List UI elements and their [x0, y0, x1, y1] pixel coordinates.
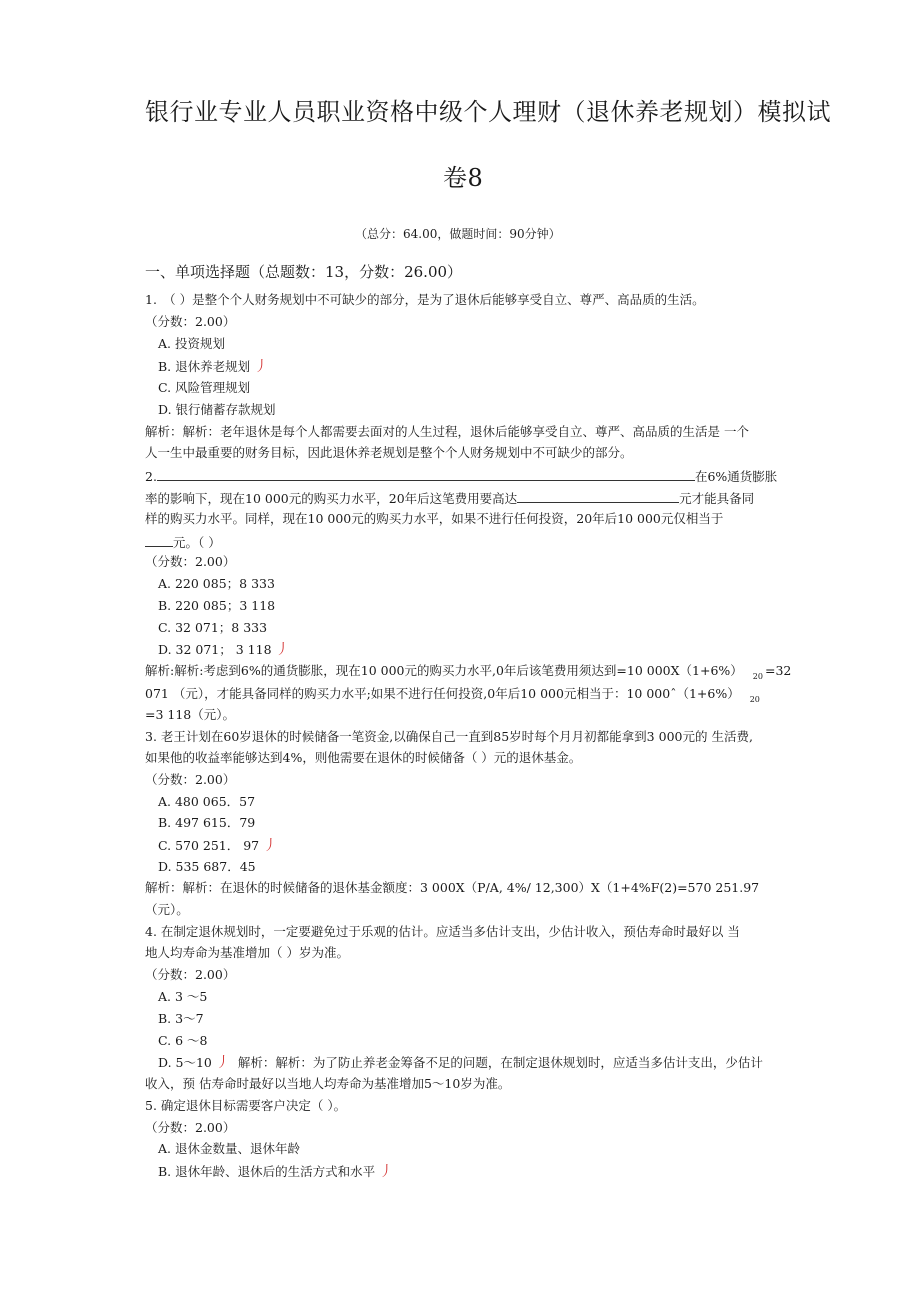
q4-stem-line2: 地人均寿命为基准增加（ ）岁为准。 — [145, 945, 349, 960]
q3-option-c — [158, 839, 277, 853]
q3-option-d: D. 535 687．45 — [158, 859, 256, 874]
q5-stem: 5. 确定退休目标需要客户决定（ ）。 — [145, 1098, 347, 1113]
fill-blank — [145, 535, 173, 547]
q3-option-c-label: C. 570 251． 97 — [158, 838, 260, 853]
q2-score: （分数：2.00） — [145, 554, 236, 569]
doc-meta: （总分：64.00，做题时间：90分钟） — [355, 227, 561, 241]
q4-score: （分数：2.00） — [145, 967, 236, 982]
q3-score: （分数：2.00） — [145, 772, 236, 787]
doc-title-line2: 卷8 — [443, 164, 484, 192]
correct-check-icon: 丿 — [275, 642, 290, 658]
q2-option-d — [158, 643, 290, 657]
correct-check-icon: 丿 — [215, 1055, 230, 1071]
q4-option-a: A. 3 ～5 — [158, 989, 208, 1004]
section-heading: 一、单项选择题（总题数：13，分数：26.00） — [145, 263, 463, 281]
q2-stem-tail: 元才能具备同 — [679, 491, 755, 506]
q5-option-b — [158, 1165, 393, 1179]
q4-explanation-1: 解析：解析：为了防止养老金筹备不足的问题，在制定退休规划时，应适当多估计支出，少估计 — [237, 1055, 763, 1070]
q2-stem-tail: 在6%通货膨胀 — [694, 469, 778, 484]
q2-stem-text: 率的影响下，现在10 000元的购买力水平，20年后这笔费用要高达 — [145, 491, 518, 506]
q2-stem-tail: 元。（ ） — [173, 535, 221, 550]
fill-blank — [157, 469, 695, 481]
correct-check-icon: 丿 — [254, 359, 269, 375]
doc-title-line1: 银行业专业人员职业资格中级个人理财（退休养老规划）模拟试 — [145, 98, 831, 126]
fill-blank — [517, 491, 679, 503]
q3-explanation-2: （元）。 — [145, 902, 189, 917]
q1-score: （分数：2.00） — [145, 314, 236, 329]
q2-option-d-label: D. 32 071； 3 118 — [158, 642, 272, 657]
q1-option-b-label: B. 退休养老规划 — [158, 359, 251, 374]
q4-stem-line1: 4. 在制定退休规划时，一定要避免过于乐观的估计。应适当多估计支出，少估计收入，预估寿命时最好以 当 — [145, 924, 740, 939]
q5-score: （分数：2.00） — [145, 1120, 236, 1135]
correct-check-icon: 丿 — [379, 1164, 394, 1180]
q2-exp-exponent: 20 — [749, 695, 760, 704]
q1-explanation-2: 人一生中最重要的财务目标，因此退休养老规划是整个个人财务规划中不可缺少的部分。 — [145, 445, 633, 460]
q2-option-a: A. 220 085；8 333 — [158, 576, 275, 591]
q2-explanation-1 — [145, 663, 792, 681]
q5-option-b-label: B. 退休年龄、退休后的生活方式和水平 — [158, 1164, 376, 1179]
q2-explanation-2 — [145, 686, 762, 704]
q2-stem-line3: 样的购买力水平。同样，现在10 000元的购买力水平，如果不进行任何投资，20年后10 000元仅相当于 — [145, 511, 724, 526]
q1-explanation-1: 解析：解析：老年退休是每个人都需要去面对的人生过程，退休后能够享受自立、尊严、高品质的生活是 一个 — [145, 424, 749, 439]
q3-option-b: B. 497 615．79 — [158, 815, 256, 830]
q2-stem-line2 — [145, 491, 754, 506]
q4-option-d-label: D. 5～10 — [158, 1055, 212, 1070]
q1-stem: 1. （ ）是整个个人财务规划中不可缺少的部分，是为了退休后能够享受自立、尊严、高品质的生活。 — [145, 292, 705, 307]
q2-exp-text: =32 — [764, 663, 792, 678]
q3-stem-line2: 如果他的收益率能够达到4%，则他需要在退休的时候储备（ ）元的退休基金。 — [145, 750, 582, 765]
q3-explanation-1: 解析：解析：在退休的时候储备的退休基金额度：3 000X（P/A, 4%/ 12,300）X（1+4%F(2)=570 251.97 — [145, 880, 760, 895]
q1-option-d: D. 银行储蓄存款规划 — [158, 402, 276, 417]
q2-exp-text: 071 （元），才能具备同样的购买力水平;如果不进行任何投资,0年后10 000元相当于：10 000ˆ（1+6%） — [145, 686, 740, 701]
q2-number: 2. — [145, 469, 157, 484]
q1-option-b — [158, 360, 268, 374]
q3-option-a: A. 480 065．57 — [158, 794, 256, 809]
q3-stem-line1: 3. 老王计划在60岁退休的时候储备一笔资金,以确保自己一直到85岁时每个月月初都能拿到3 000元的 生活费, — [145, 729, 753, 744]
q2-stem-line1 — [145, 469, 777, 484]
q2-explanation-3: =3 118（元）。 — [145, 707, 236, 722]
q2-stem-line4 — [145, 535, 221, 550]
q2-option-c: C. 32 071；8 333 — [158, 620, 268, 635]
q2-option-b: B. 220 085；3 118 — [158, 598, 276, 613]
q2-exp-exponent: 20 — [752, 672, 763, 681]
correct-check-icon: 丿 — [263, 838, 278, 854]
q4-option-c: C. 6 ～8 — [158, 1033, 208, 1048]
q5-option-a: A. 退休金数量、退休年龄 — [158, 1141, 300, 1156]
q4-explanation-2: 收入，预 估寿命时最好以当地人均寿命为基准增加5～10岁为准。 — [145, 1076, 511, 1091]
q2-exp-text: 解析:解析:考虑到6%的通货膨胀，现在10 000元的购买力水平,0年后该笔费用须达到=10 000X（1+6%） — [145, 663, 743, 678]
q1-option-c: C. 风险管理规划 — [158, 380, 251, 395]
q1-option-a: A. 投资规划 — [158, 336, 225, 351]
q4-option-b: B. 3～7 — [158, 1011, 204, 1026]
q4-option-d — [158, 1056, 763, 1070]
